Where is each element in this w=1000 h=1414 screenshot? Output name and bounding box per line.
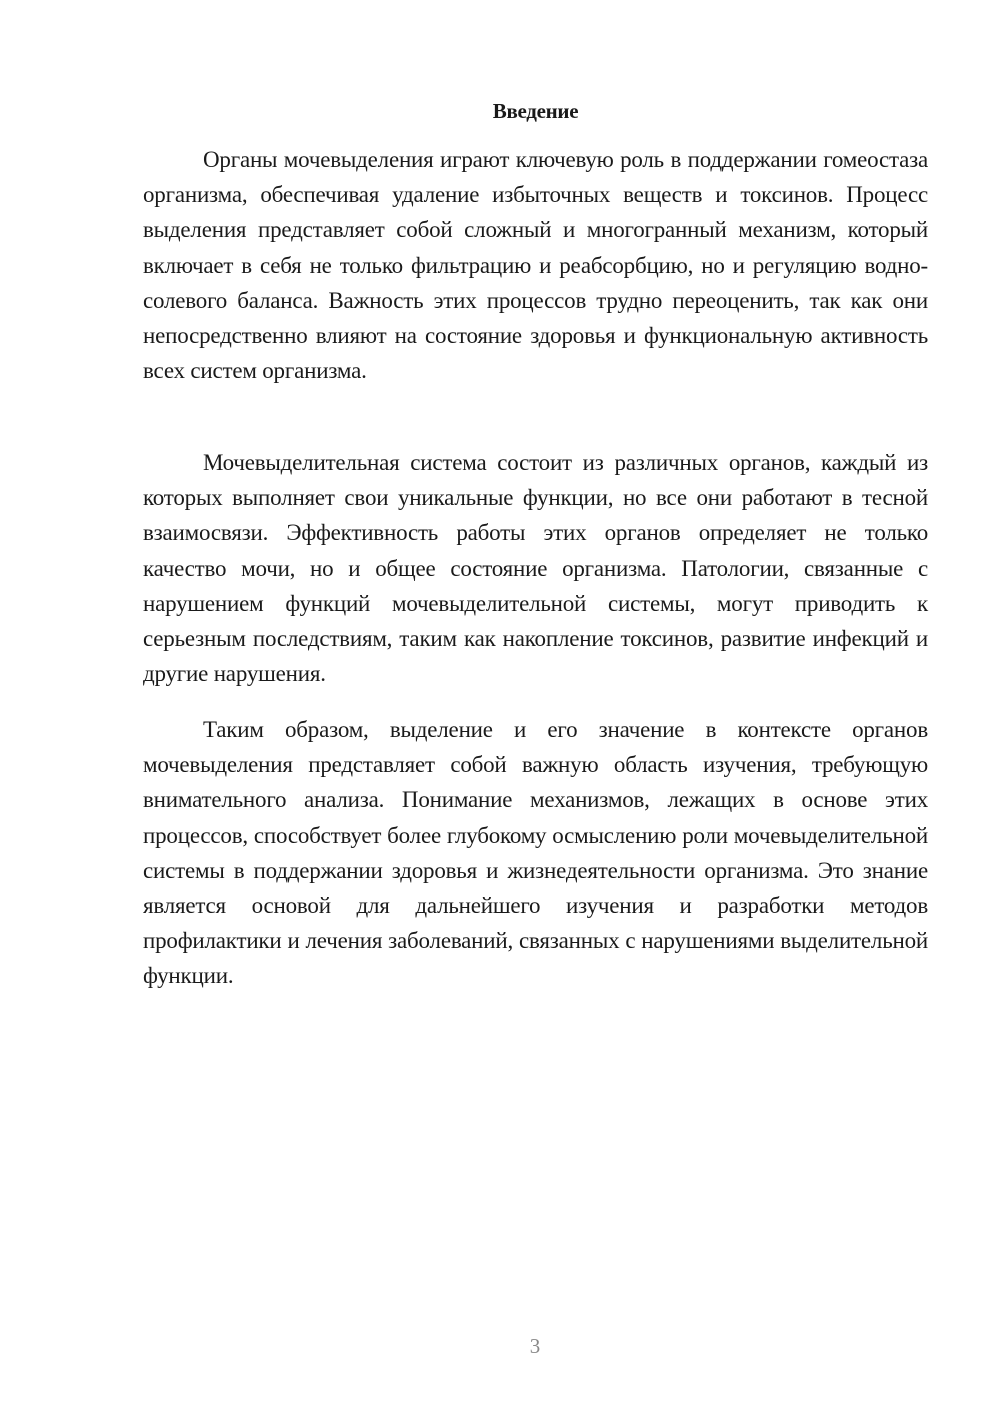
page-number: 3 [529,1334,541,1358]
section-title: Введение [492,99,579,123]
paragraph-2: Мочевыделительная система состоит из различных органов, каждый из которых выполняет свои уникальные функции, но все они работают в тесной взаимосвязи. Эффективность работы этих органов определяет не только качество мочи, но и общее состояние организма. Патологии, связанные с нарушением функций мочевыделительной системы, могут приводить к серьезным последствиям, таким как накопление токсинов, развитие инфекций и другие нарушения. [143,450,928,687]
paragraph-3: Таким образом, выделение и его значение в контексте органов мочевыделения представляет собой важную область изучения, требующую внимательного анализа. Понимание механизмов, лежащих в основе этих процессов, способствует более глубокому осмыслению роли мочевыделительной системы в поддержании здоровья и жизнедеятельности организма. Это знание является основой для дальнейшего изучения и разработки методов профилактики и лечения заболеваний, связанных с нарушениями выделительной функции. [143,717,928,989]
paragraph-1: Органы мочевыделения играют ключевую роль в поддержании гомеостаза организма, обеспечивая удаление избыточных веществ и токсинов. Процесс выделения представляет собой сложный и многогранный механизм, который включает в себя не только фильтрацию и реабсорбцию, но и регуляцию водно-солевого баланса. Важность этих процессов трудно переоценить, так как они непосредственно влияют на состояние здоровья и функциональную активность всех систем организма. [143,147,928,384]
